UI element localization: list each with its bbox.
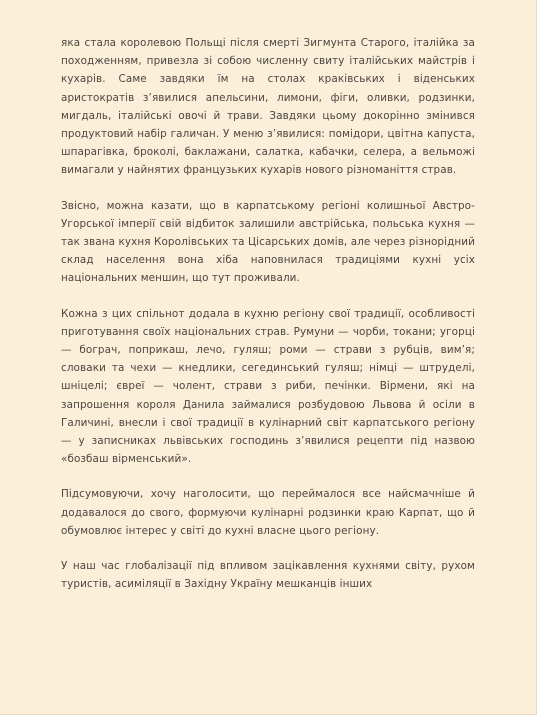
paragraph: Підсумовуючи, хочу наголосити, що переймалося все найсмачніше й додавалося до свого, формуючи кулінарні родзинки краю Карпат, що й обумовлює інтерес у світі до кухні власне цього регіону. [61,488,475,537]
paragraph: У наш час глобалізації під впливом зацікавлення кухнями світу, рухом туристів, асиміляції в Західну Україну мешканців інших [61,560,475,591]
text-column [61,34,475,610]
paragraph: яка стала королевою Польщі після смерті Зигмунта Старого, італійка за походженням, привезла зі собою численну свиту італійських майстрів і кухарів. Саме завдяки їм на столах краківських і віденських аристократів з’явилися апельсини, лимони, фіги, оливки, родзинки, мигдаль, італійські овочі й трави. Завдяки цьому докорінно змінився продуктовий набір галичан. У меню з’явилися: помідори, цвітна капуста, шпарагівка, броколі, баклажани, салатка, кабачки, селера, а вельможі вимагали у найнятих французьких кухарів нового різноманіття страв. [61,37,475,177]
paragraph: Кожна з цих спільнот додала в кухню регіону свої традиції, особливості приготування своїх національних страв. Румуни — чорби, токани; угорці — бограч, поприкаш, лечо, гуляш; роми — страви з рубців, вим’я; словаки та чехи — кнедлики, сегединський гуляш; німці — штруделі, шніцелі; євреї — чолент, страви з риби, печінки. Вірмени, які на запрошення короля Данила займалися розбудовою Львова й осіли в Галичині, внесли і свої традиції в кулінарний світ карпатського регіону — у записниках львівських господинь з’явилися рецепти під назвою «бозбаш вірменський». [61,307,475,466]
paragraph: Звісно, можна казати, що в карпатському регіоні колишньої Австро-Угорської імперії свій відбиток залишили австрійська, польська кухня — так звана кухня Королівських та Цісарських домів, але через різнорідний склад населення вона хіба наповнилася традиціями кухні усіх національних меншин, що тут проживали. [61,199,475,285]
